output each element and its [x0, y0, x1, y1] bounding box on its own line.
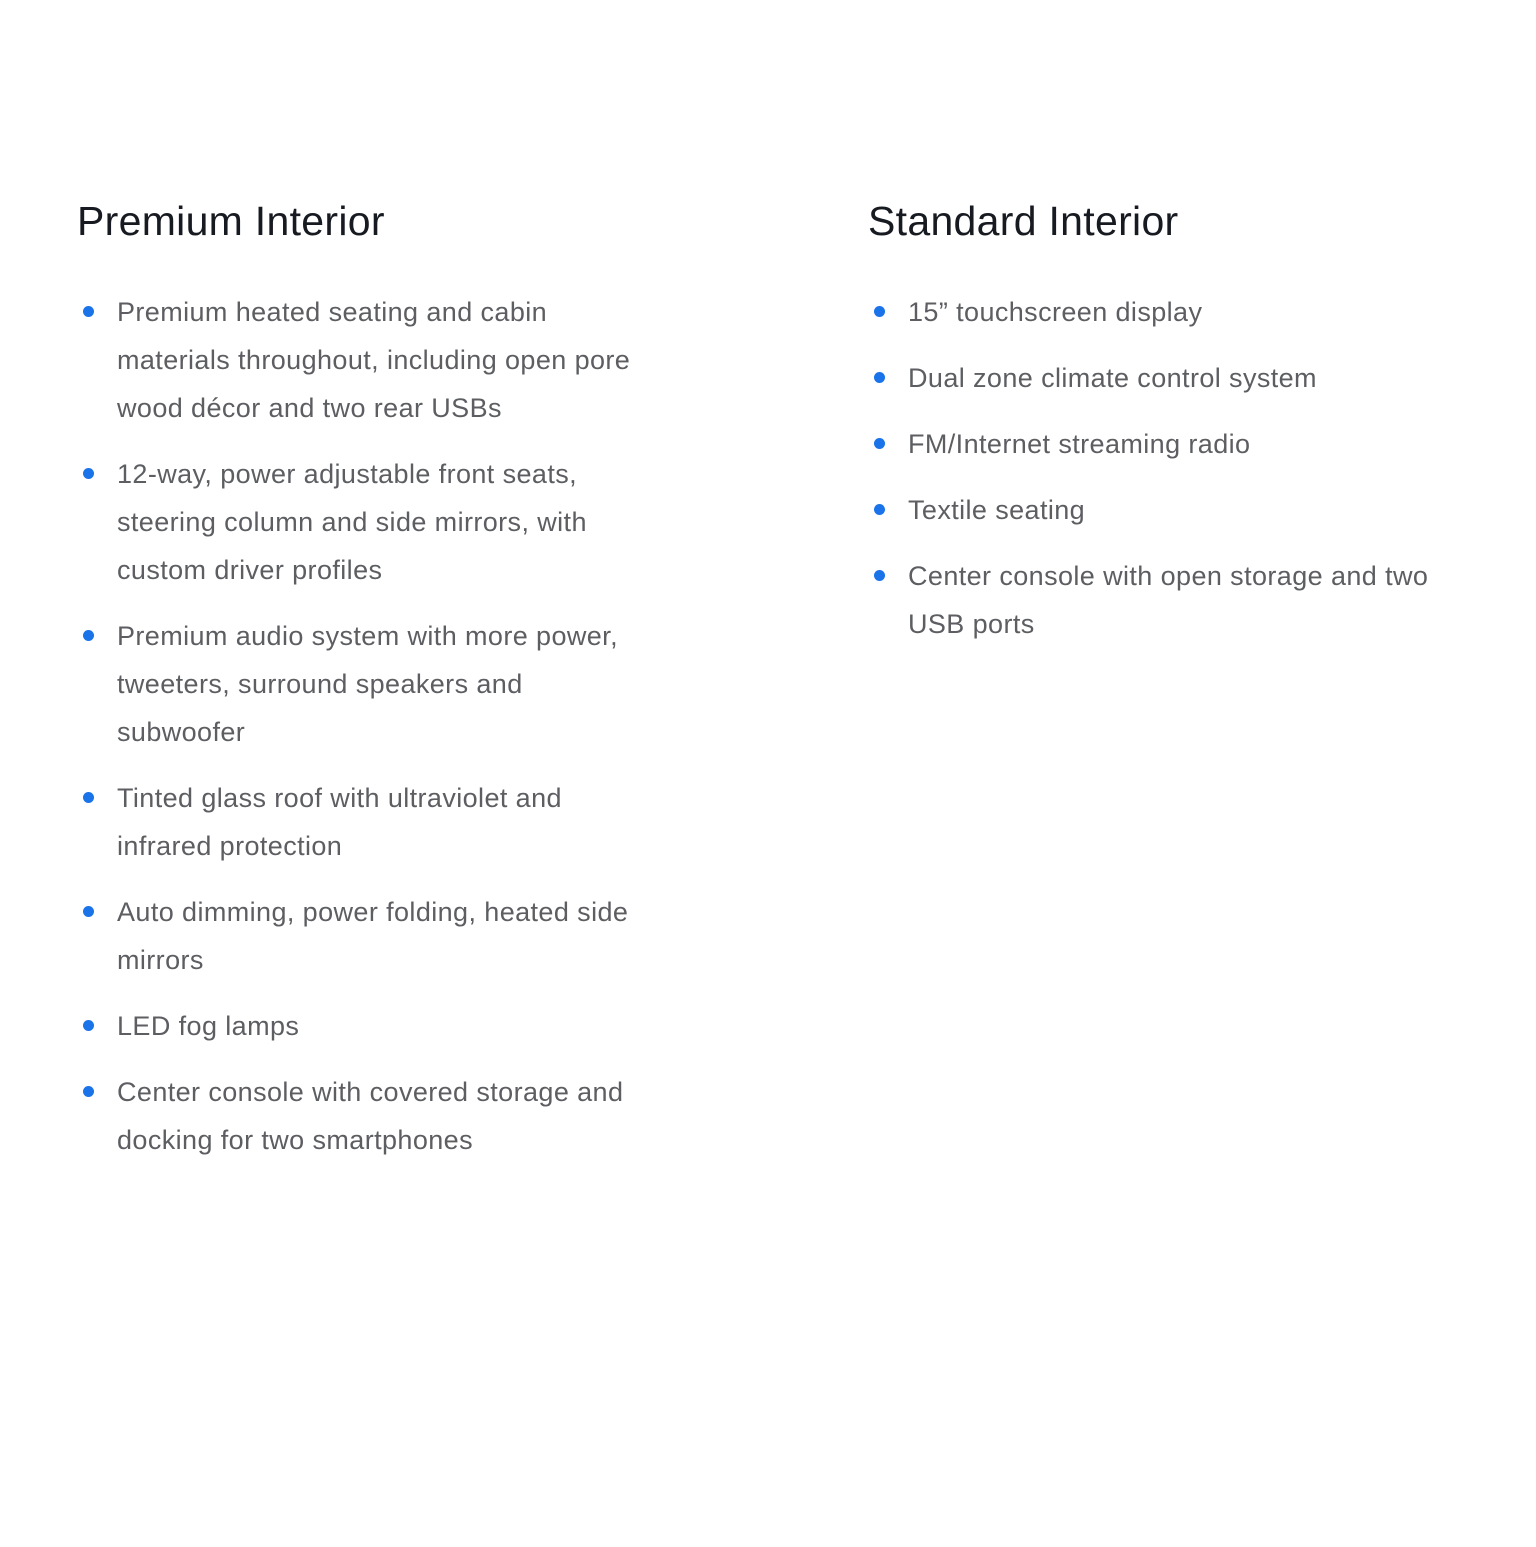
list-item [77, 1002, 652, 1050]
feature-text: Premium audio system with more power, tweeters, surround speakers and subwoofer [117, 621, 618, 747]
bullet-dot-icon [83, 1020, 94, 1031]
standard-interior-column [868, 195, 1468, 666]
feature-text: 15” touchscreen display [908, 297, 1203, 327]
bullet-dot-icon [83, 1086, 94, 1097]
feature-text: Auto dimming, power folding, heated side mirrors [117, 897, 629, 975]
feature-text: Tinted glass roof with ultraviolet and infrared protection [117, 783, 562, 861]
bullet-dot-icon [874, 306, 885, 317]
feature-text: LED fog lamps [117, 1011, 300, 1041]
bullet-dot-icon [874, 372, 885, 383]
premium-interior-column [77, 195, 677, 1182]
bullet-dot-icon [83, 906, 94, 917]
bullet-dot-icon [83, 468, 94, 479]
list-item [868, 288, 1468, 336]
bullet-dot-icon [874, 570, 885, 581]
list-item [868, 354, 1468, 402]
list-item [77, 612, 652, 756]
feature-text: Dual zone climate control system [908, 363, 1317, 393]
bullet-dot-icon [874, 438, 885, 449]
feature-text: Textile seating [908, 495, 1086, 525]
premium-feature-list [77, 288, 677, 1164]
bullet-dot-icon [83, 630, 94, 641]
feature-text: Center console with covered storage and docking for two smartphones [117, 1077, 624, 1155]
premium-interior-title: Premium Interior [77, 198, 385, 244]
list-item [868, 420, 1468, 468]
list-item [868, 552, 1468, 648]
feature-text: Center console with open storage and two USB ports [908, 561, 1429, 639]
bullet-dot-icon [83, 306, 94, 317]
list-item [77, 888, 652, 984]
list-item [77, 774, 652, 870]
list-item [868, 486, 1468, 534]
list-item [77, 450, 652, 594]
feature-text: 12-way, power adjustable front seats, steering column and side mirrors, with custom driver profiles [117, 459, 587, 585]
bullet-dot-icon [874, 504, 885, 515]
standard-feature-list [868, 288, 1468, 648]
standard-interior-title: Standard Interior [868, 198, 1179, 244]
list-item [77, 288, 652, 432]
bullet-dot-icon [83, 792, 94, 803]
list-item [77, 1068, 652, 1164]
feature-text: FM/Internet streaming radio [908, 429, 1251, 459]
feature-text: Premium heated seating and cabin materials throughout, including open pore wood décor and two rear USBs [117, 297, 631, 423]
